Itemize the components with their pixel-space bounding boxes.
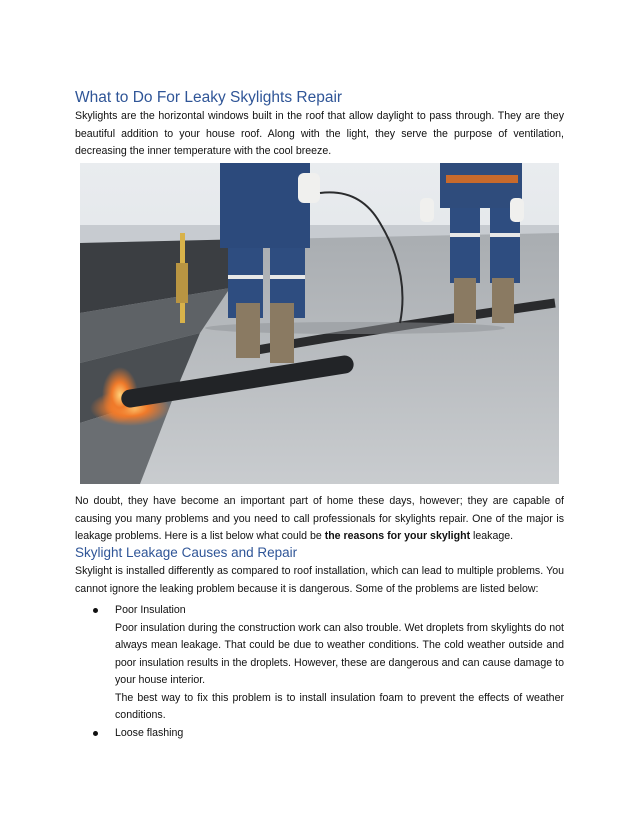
paragraph-text: No doubt, they have become an important part of home these days, however; they are capable of causing you many problems and you need to call professionals for skylights repair. One of the major is leakage problems. Here is a list below what could be [75,495,564,542]
list-item [93,725,564,743]
bullet-icon [93,731,98,736]
list-item-body: Poor insulation during the construction work can also trouble. Wet droplets from skylights do not always mean leakage. That could be due to weather conditions. The cold weather outside and poor insulation results in the droplets. However, these are dangerous and can cause damage to your house interior. [115,621,564,686]
list-item-label: Poor Insulation [115,604,186,616]
list-item-fix: The best way to fix this problem is to install insulation foam to prevent the effects of weather conditions. [115,691,564,721]
page-title: What to Do For Leaky Skylights Repair [75,89,343,106]
intro-paragraph: Skylights are the horizontal windows built in the roof that allow daylight to pass through. They are they beautiful addition to your house roof. Along with the light, they serve the purpose of ventilation, decreasing the inner temperature with the cool breeze. [75,110,564,157]
roofers-installing-membrane-image [80,163,559,484]
list-item [93,602,564,725]
roofing-photo [80,163,559,484]
bullet-icon [93,608,98,613]
reasons-link[interactable]: the reasons for your skylight [324,530,471,542]
problems-paragraph [75,493,564,546]
paragraph-text-end: leakage. [470,530,514,542]
problems-list [93,602,564,742]
list-item-label: Loose flashing [115,726,184,739]
section-heading: Skylight Leakage Causes and Repair [75,545,298,560]
section-paragraph: Skylight is installed differently as compared to roof installation, which can lead to multiple problems. You cannot ignore the leaking problem because it is dangerous. Some of the problems are listed below: [75,565,564,595]
